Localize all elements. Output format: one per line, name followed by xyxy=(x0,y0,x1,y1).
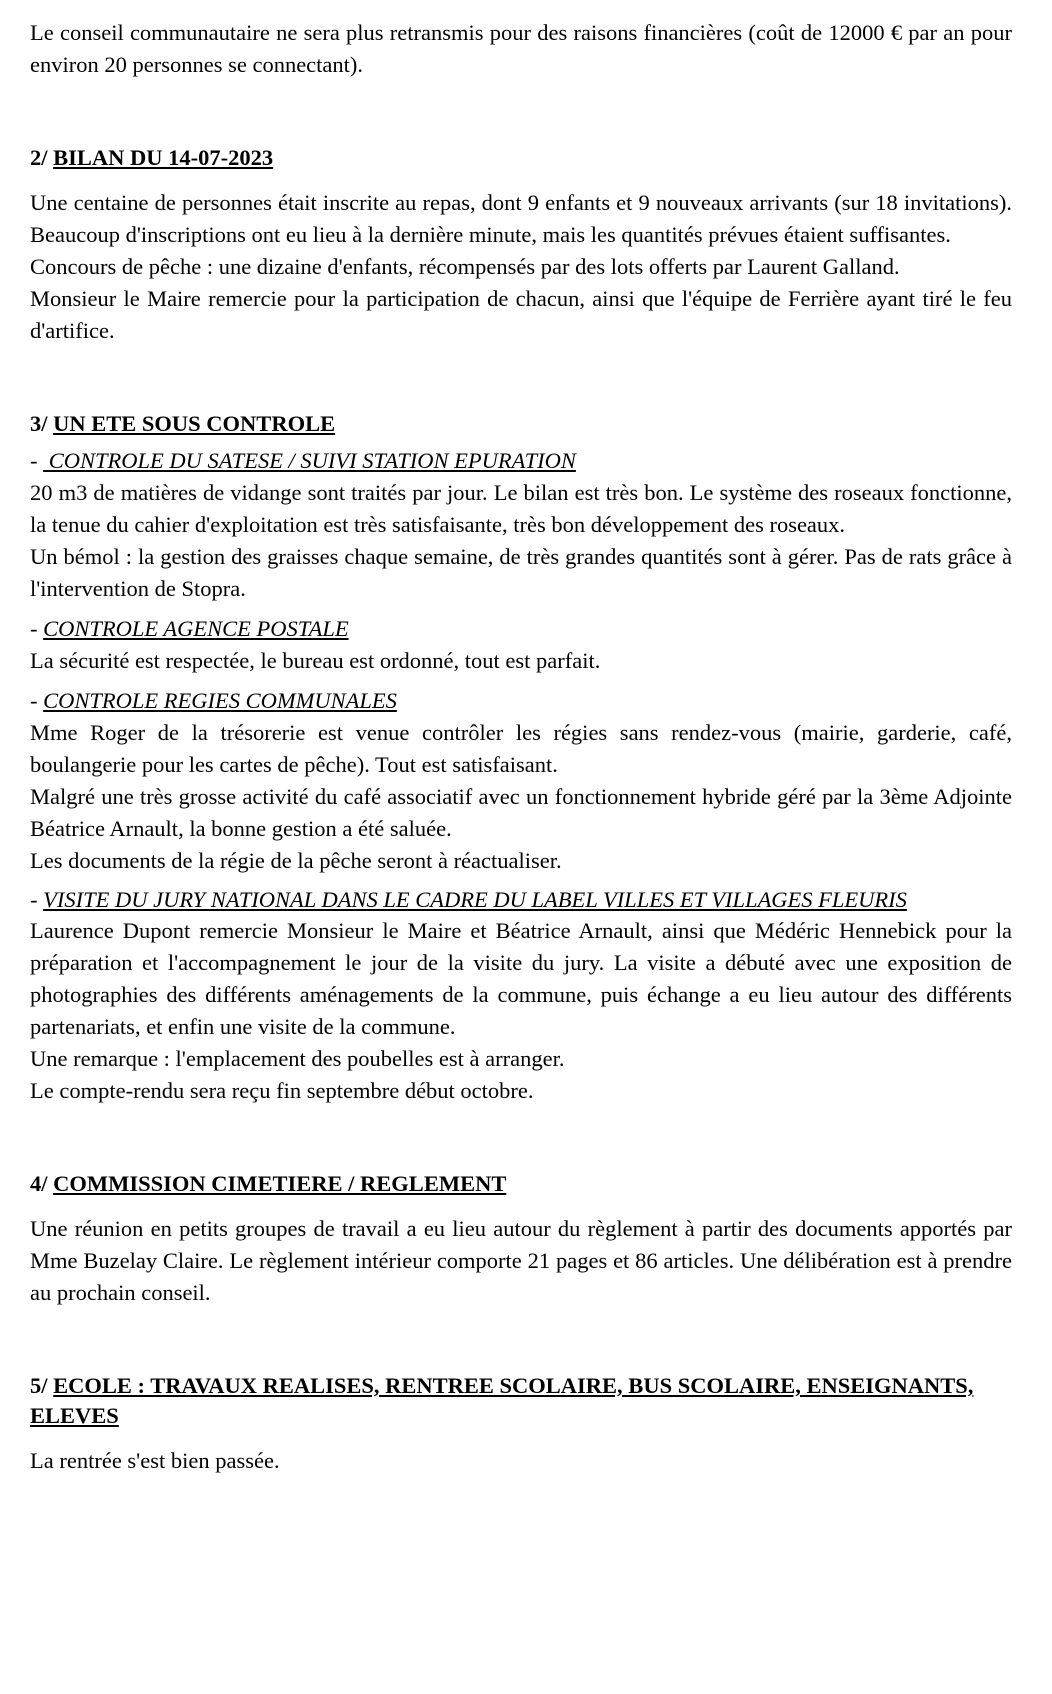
section-4 xyxy=(30,1169,1012,1309)
section-3 xyxy=(30,409,1012,1107)
subsection-satese-title: CONTROLE DU SATESE / SUIVI STATION EPURATION xyxy=(43,448,576,473)
section-2 xyxy=(30,143,1012,347)
subsection-regies-heading xyxy=(30,685,1012,717)
section-3-title: UN ETE SOUS CONTROLE xyxy=(53,411,336,436)
subsection-paragraph: Malgré une très grosse activité du café associatif avec un fonctionnement hybride géré par la 3ème Adjointe Béatrice Arnault, la bonne gestion a été saluée. xyxy=(30,784,1012,841)
section-3-heading xyxy=(30,409,1012,439)
subsection-jury-national xyxy=(30,885,1012,1107)
subsection-prefix: - xyxy=(30,887,44,912)
section-5-heading xyxy=(30,1371,1012,1431)
section-5 xyxy=(30,1371,1012,1477)
subsection-jury-national-title: VISITE DU JURY NATIONAL DANS LE CADRE DU LABEL VILLES ET VILLAGES FLEURIS xyxy=(43,887,907,912)
section-4-number: 4/ xyxy=(30,1171,48,1196)
subsection-prefix: - xyxy=(30,688,44,713)
section-4-title: COMMISSION CIMETIERE / REGLEMENT xyxy=(53,1171,507,1196)
subsection-paragraph: Mme Roger de la trésorerie est venue contrôler les régies sans rendez-vous (mairie, garderie, café, boulangerie pour les cartes de pêche). Tout est satisfaisant. xyxy=(30,720,1012,777)
subsection-paragraph: La sécurité est respectée, le bureau est ordonné, tout est parfait. xyxy=(30,648,601,673)
subsection-regies-title: CONTROLE REGIES COMMUNALES xyxy=(43,688,397,713)
section-4-paragraph: Une réunion en petits groupes de travail a eu lieu autour du règlement à partir des documents apportés par Mme Buzelay Claire. Le règlement intérieur comporte 21 pages et 86 articles. Une délibération est à prendre au prochain conseil. xyxy=(30,1216,1012,1305)
subsection-agence-postale-title: CONTROLE AGENCE POSTALE xyxy=(43,616,349,641)
section-4-heading xyxy=(30,1169,1012,1199)
section-5-title: ECOLE : TRAVAUX REALISES, RENTREE SCOLAIRE, BUS SCOLAIRE, ENSEIGNANTS, ELEVES xyxy=(30,1373,974,1428)
section-2-heading xyxy=(30,143,1012,173)
section-2-number: 2/ xyxy=(30,145,48,170)
section-2-paragraph: Monsieur le Maire remercie pour la participation de chacun, ainsi que l'équipe de Ferrière ayant tiré le feu d'artifice. xyxy=(30,286,1012,343)
section-3-number: 3/ xyxy=(30,411,48,436)
section-2-paragraph: Une centaine de personnes était inscrite au repas, dont 9 enfants et 9 nouveaux arrivants (sur 18 invitations). Beaucoup d'inscriptions ont eu lieu à la dernière minute, mais les quantités prévues étaient suffisantes. xyxy=(30,190,1012,247)
section-2-paragraph: Concours de pêche : une dizaine d'enfants, récompensés par des lots offerts par Laurent Galland. xyxy=(30,254,900,279)
subsection-agence-postale xyxy=(30,613,1012,677)
subsection-paragraph: Un bémol : la gestion des graisses chaque semaine, de très grandes quantités sont à gérer. Pas de rats grâce à l'intervention de Stopra. xyxy=(30,544,1012,601)
subsection-paragraph: 20 m3 de matières de vidange sont traités par jour. Le bilan est très bon. Le système des roseaux fonctionne, la tenue du cahier d'exploitation est très satisfaisante, très bon développement des roseaux. xyxy=(30,480,1012,537)
section-4-body xyxy=(30,1213,1012,1309)
intro-paragraph: Le conseil communautaire ne sera plus retransmis pour des raisons financières (coût de 12000 € par an pour environ 20 personnes se connectant). xyxy=(30,20,1012,77)
subsection-regies xyxy=(30,685,1012,877)
subsection-satese xyxy=(30,445,1012,605)
subsection-jury-national-heading xyxy=(30,885,1012,915)
subsection-paragraph: Laurence Dupont remercie Monsieur le Maire et Béatrice Arnault, ainsi que Médéric Hennebick pour la préparation et l'accompagnement le jour de la visite du jury. La visite a débuté avec une exposition de photographies des différents aménagements de la commune, puis échange a eu lieu autour des différents partenariats, et enfin une visite de la commune. xyxy=(30,918,1012,1039)
section-5-paragraph: La rentrée s'est bien passée. xyxy=(30,1448,280,1473)
subsection-paragraph: Le compte-rendu sera reçu fin septembre début octobre. xyxy=(30,1078,534,1103)
subsection-prefix: - xyxy=(30,616,44,641)
section-2-body xyxy=(30,187,1012,347)
section-5-body xyxy=(30,1445,1012,1477)
subsection-satese-heading xyxy=(30,445,1012,477)
subsection-agence-postale-heading xyxy=(30,613,1012,645)
subsection-prefix: - xyxy=(30,448,44,473)
section-5-number: 5/ xyxy=(30,1373,48,1398)
subsection-paragraph: Les documents de la régie de la pêche seront à réactualiser. xyxy=(30,848,562,873)
subsection-paragraph: Une remarque : l'emplacement des poubelles est à arranger. xyxy=(30,1046,565,1071)
section-2-title: BILAN DU 14-07-2023 xyxy=(53,145,274,170)
